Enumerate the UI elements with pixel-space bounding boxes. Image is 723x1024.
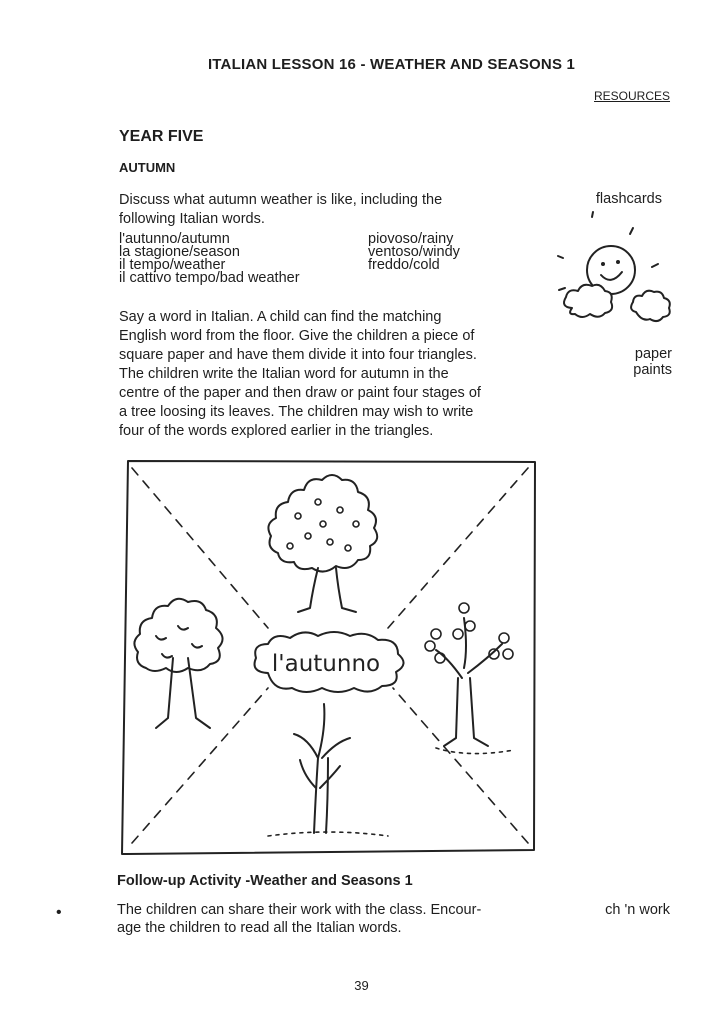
autumn-tree-illustration [118, 458, 538, 858]
activity-line: The children write the Italian word for autumn in the [119, 366, 449, 382]
vocab-item: freddo/cold [368, 257, 440, 273]
vocab-item: l'autunno/autumn [119, 231, 230, 247]
vocab-item: il cattivo tempo/bad weather [119, 270, 300, 286]
activity-line: Say a word in Italian. A child can find the matching [119, 309, 442, 325]
activity-line: centre of the paper and then draw or paint four stages of [119, 385, 481, 401]
activity-line: English word from the floor. Give the children a piece of [119, 328, 475, 344]
year-heading: YEAR FIVE [119, 128, 204, 145]
activity-line: four of the words explored earlier in the triangles. [119, 423, 434, 439]
cloud-word: l'autunno [271, 651, 381, 677]
activity-line: square paper and have them divide it into four triangles. [119, 347, 477, 363]
intro-line-2: following Italian words. [119, 211, 265, 227]
vocab-item: ventoso/windy [368, 244, 460, 260]
vocab-right-list [368, 233, 460, 272]
intro-line-1: Discuss what autumn weather is like, including the [119, 192, 443, 208]
season-heading: AUTUMN [119, 160, 176, 175]
vocab-left-list [119, 233, 300, 285]
vocab-item: il tempo/weather [119, 257, 226, 273]
sun-cloud-icon [550, 212, 680, 342]
page-title: ITALIAN LESSON 16 - WEATHER AND SEASONS 1 [207, 56, 576, 73]
followup-line-2: age the children to read all the Italian words. [117, 920, 402, 936]
vocab-item: piovoso/rainy [368, 231, 454, 247]
resource-chance-work: ch 'n work [605, 902, 670, 918]
page-number: 39 [354, 978, 369, 993]
activity-line: a tree loosing its leaves. The children may wish to write [119, 404, 474, 420]
vocab-item: la stagione/season [119, 244, 240, 260]
bullet-mark: • [56, 904, 62, 921]
resource-paper: paper [634, 346, 672, 362]
resources-heading: RESOURCES [594, 89, 671, 103]
resource-paints: paints [633, 362, 672, 378]
activity-paragraph [119, 308, 481, 441]
resource-flashcards: flashcards [595, 191, 662, 207]
followup-heading: Follow-up Activity -Weather and Seasons 1 [117, 873, 413, 889]
followup-line-1: The children can share their work with the class. Encour- [117, 902, 482, 918]
